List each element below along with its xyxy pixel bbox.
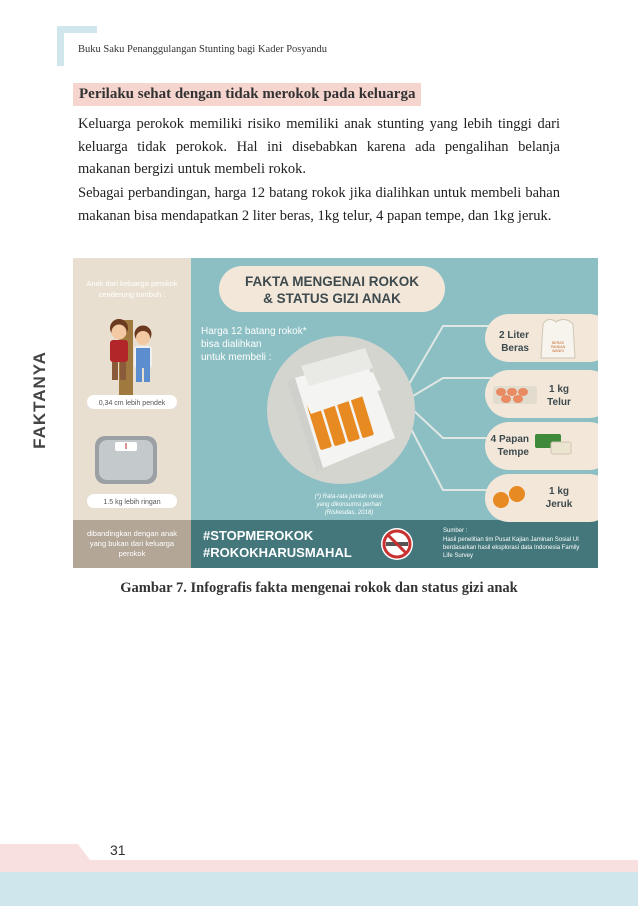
hashtag-1: #STOPMEROKOK [203, 528, 314, 543]
source-label: Sumber : [443, 528, 468, 534]
height-label: 0,34 cm lebih pendek [98, 400, 166, 407]
item-oranges-line1: 1 kg [548, 486, 570, 497]
left-bottom-text-1: dibandingkan dengan anak [86, 529, 178, 538]
item-rice-line2: Beras [501, 343, 529, 354]
footer-band-blue [0, 872, 638, 906]
item-oranges-line2: Jeruk [545, 499, 573, 510]
item-eggs [485, 370, 598, 418]
item-rice [485, 314, 598, 362]
left-top-text-1: Anak dari keluarga perokok [86, 279, 178, 288]
infographic-title-1: FAKTA MENGENAI ROKOK [245, 274, 419, 289]
weight-label: 1.5 kg lebih ringan [103, 499, 161, 506]
no-smoking-icon [381, 528, 413, 560]
figure-caption: Gambar 7. Infografis fakta mengenai rokok dan status gizi anak [120, 580, 518, 596]
item-oranges [485, 474, 598, 522]
section-title: Perilaku sehat dengan tidak merokok pada keluarga [73, 83, 421, 106]
svg-text:PANDAN: PANDAN [550, 345, 566, 349]
paragraph-2: Sebagai perbandingan, harga 12 batang rokok jika dialihkan untuk membeli bahan makanan bisa mendapatkan 2 liter beras, 1kg telur, 4 papan tempe, dan 1kg jeruk. [78, 185, 560, 224]
left-top-text-2: cenderung tumbuh : [98, 290, 166, 299]
subtitle-1: Harga 12 batang rokok* [201, 326, 307, 337]
item-tempe-line2: Tempe [497, 447, 529, 458]
weighing-scale-icon [95, 436, 157, 484]
rice-sack-icon [541, 319, 575, 358]
source-line-3: Life Survey [443, 553, 474, 559]
left-bottom-text-3: perokok [118, 549, 146, 558]
paragraph-1: Keluarga perokok memiliki risiko memiliki anak stunting yang lebih tinggi dari keluarga tidak perokok. Hal ini disebabkan karena ada pengalihan belanja makanan bergizi untuk membeli rokok. [78, 116, 560, 177]
svg-text:BERAS: BERAS [552, 341, 564, 345]
svg-text:WANGI: WANGI [552, 349, 564, 353]
item-eggs-line2: Telur [547, 397, 571, 408]
footnote-2: yang dikonsumsi perhari [316, 502, 382, 508]
source-line-1: Hasil penelitian tim Pusat Kajian Jaminan Sosial UI [443, 537, 579, 543]
subtitle-2: bisa dialihkan [201, 339, 262, 350]
infographic [73, 258, 598, 568]
page-number: 31 [110, 842, 126, 858]
side-label-faktanya: FAKTANYA [30, 351, 49, 449]
eggs-icon [493, 386, 537, 404]
source-line-2: berdasarkan hasil eksplorasi data Indonesia Family [443, 545, 580, 551]
item-tempe [485, 422, 598, 470]
item-eggs-line1: 1 kg [548, 384, 570, 395]
footnote-1: (*) Rata-rata jumlah rokok [314, 494, 384, 500]
item-rice-line1: 2 Liter [498, 330, 529, 341]
hashtag-2: #ROKOKHARUSMAHAL [203, 545, 352, 560]
item-tempe-line1: 4 Papan [490, 434, 529, 445]
running-header: Buku Saku Penanggulangan Stunting bagi Kader Posyandu [78, 44, 328, 55]
footnote-3: (Riskesdas, 2018) [324, 510, 374, 516]
infographic-title-2: & STATUS GIZI ANAK [263, 291, 401, 306]
subtitle-3: untuk membeli : [201, 352, 272, 363]
left-bottom-text-2: yang bukan dari keluarga [89, 539, 175, 548]
